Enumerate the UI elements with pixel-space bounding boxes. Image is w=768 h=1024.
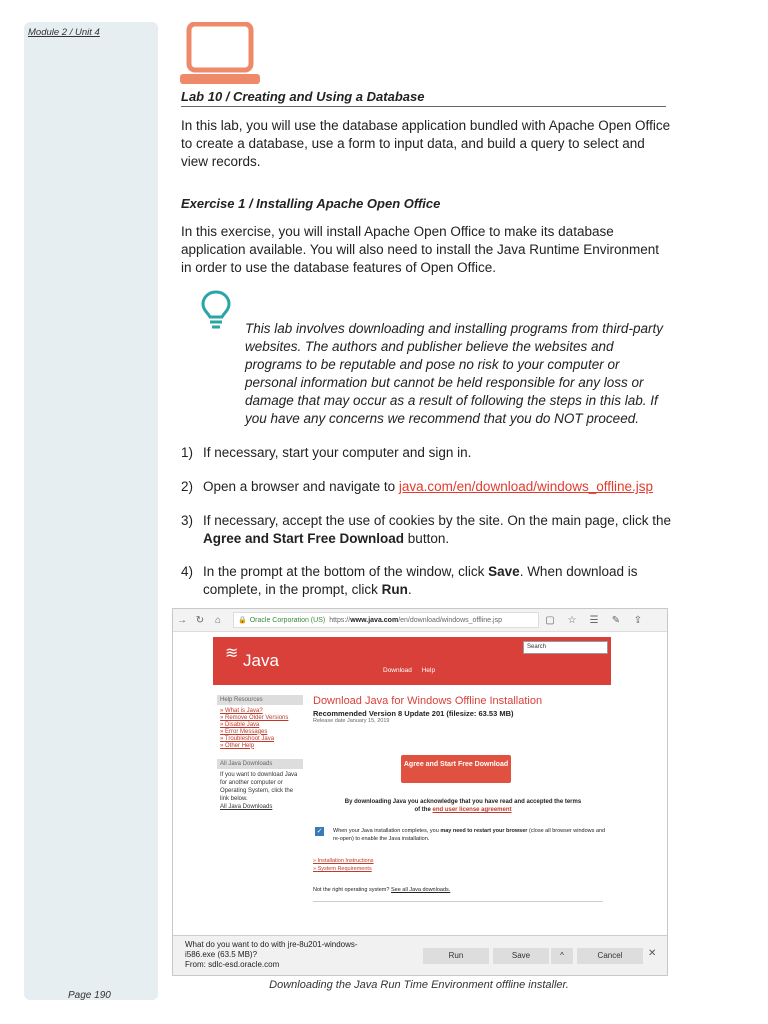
nav-link[interactable]: » What is Java? [217,707,303,714]
favorites-hub-icon[interactable]: ☰ [589,614,599,626]
all-downloads-link-2[interactable]: See all Java downloads. [390,887,451,893]
module-label: Module 2 / Unit 4 [28,27,100,38]
lab-intro: In this lab, you will use the database application bundled with Apache Open Office to create a database, use a form to input data, and build a query to select and view records. [181,118,671,169]
step-1 [181,444,671,462]
browser-screenshot [172,608,668,976]
url-text: https://www.java.com/en/download/windows_offline.jsp [329,616,502,624]
step-text-end: button. [404,531,450,546]
step-text: If necessary, accept the use of cookies by the site. On the main page, click the [203,513,671,528]
share-icon[interactable]: ⇪ [633,614,643,626]
close-icon[interactable]: ✕ [648,948,657,959]
step-bold: Save [488,564,520,579]
download-question: What do you want to do with jre-8u201-windows-i586.exe (63.5 MB)? From: sdlc-esd.oracle.com [185,940,365,970]
pen-icon[interactable]: ✎ [611,614,621,626]
step-2 [181,478,671,496]
java-logo[interactable]: Java [243,651,279,670]
home-icon[interactable]: ⌂ [214,614,222,626]
step-bold: Agree and Start Free Download [203,531,405,546]
nav-link[interactable]: » Disable Java [217,721,303,728]
help-resources-heading: Help Resources [217,695,303,705]
left-nav [217,695,303,811]
save-options-chevron-icon[interactable]: ^ [551,948,573,964]
java-download-link[interactable]: java.com/en/download/windows_offline.jsp [398,479,654,494]
sidebar-panel [24,22,158,1000]
favorite-star-icon[interactable]: ☆ [567,614,577,626]
all-downloads-text: If you want to download Java for another computer or Operating System, click the link below. [220,772,298,802]
laptop-icon [180,22,260,86]
step-number: 2) [181,479,194,494]
refresh-icon[interactable]: ↻ [195,614,205,626]
save-button[interactable]: Save [493,948,549,964]
step-number: 4) [181,564,194,579]
page-number: Page 190 [68,990,111,1001]
figure-caption: Downloading the Java Run Time Environment offline installer. [269,979,569,991]
step-3 [181,512,671,548]
nav-help[interactable]: Help [421,667,436,674]
nav-link[interactable]: » Other Help [217,742,303,749]
download-content [313,695,613,893]
system-requirements-link[interactable]: » System Requirements [313,865,374,873]
step-text: In the prompt at the bottom of the window, click [203,564,489,579]
step-text-mid: . When download is complete, in the prompt, click [203,564,638,597]
download-title: Download Java for Windows Offline Installation [313,695,543,707]
all-downloads-link[interactable]: All Java Downloads [220,804,273,810]
agree-download-button[interactable]: Agree and Start Free Download [401,755,511,783]
forward-icon[interactable]: → [177,614,187,626]
cancel-button[interactable]: Cancel [577,948,643,964]
license-link[interactable]: end user license agreement [432,807,512,813]
java-header [213,637,611,685]
search-input[interactable]: Search [523,641,608,654]
step-number: 3) [181,513,194,528]
lightbulb-icon [200,289,232,331]
download-prompt-bar [173,935,667,976]
browser-toolbar [173,609,667,632]
nav-link[interactable]: » Error Messages [217,728,303,735]
step-text: If necessary, start your computer and sign in. [203,445,472,460]
step-4 [181,563,671,599]
all-downloads-heading: All Java Downloads [217,759,303,769]
address-bar[interactable] [233,612,539,628]
header-nav [383,667,443,674]
nav-download[interactable]: Download [383,667,412,674]
install-note: When your Java installation completes, you may need to restart your browser (close all browser windows and re-open) to enable the Java installation. [333,828,606,842]
lab-title: Lab 10 / Creating and Using a Database [181,89,666,107]
lock-icon: 🔒 [238,617,247,624]
divider [313,901,603,902]
site-identity: Oracle Corporation (US) [249,616,326,624]
step-bold-2: Run [381,582,408,597]
nav-link[interactable]: » Troubleshoot Java [217,735,303,742]
info-icon: ✓ [316,828,323,835]
java-cup-icon: ≋ [225,645,239,662]
agreement-text: By downloading Java you acknowledge that you have read and accepted the terms of the end user license agreement [344,799,582,813]
download-source: From: sdlc-esd.oracle.com [185,960,280,969]
step-text: Open a browser and navigate to [203,479,399,494]
not-right-os: Not the right operating system? See all Java downloads. [313,887,451,893]
recommended-version: Recommended Version 8 Update 201 (filesize: 63.53 MB) [313,709,514,718]
step-number: 1) [181,445,194,460]
step-text-end: . [407,582,412,597]
run-button[interactable]: Run [423,948,489,964]
tip-text: This lab involves downloading and installing programs from third-party websites. The authors and publisher believe the websites and programs to be reputable and pose no risk to your computer or personal information but cannot be held responsible for any loss or damage that may occur as a result of following the steps in this lab. If you have any concerns we recommend that you do NOT proceed. [245,321,663,426]
nav-link[interactable]: » Remove Older Versions [217,714,303,721]
release-date: Release date January 15, 2019 [313,718,390,724]
exercise-intro: In this exercise, you will install Apache Open Office to make its database application available. You will also need to install the Java Runtime Environment in order to use the database features of Open Office. [181,224,660,275]
exercise-title: Exercise 1 / Installing Apache Open Office [181,196,441,211]
help-links [313,857,374,873]
installation-instructions-link[interactable]: » Installation Instructions [313,857,374,865]
reading-view-icon[interactable]: ▢ [545,614,555,626]
